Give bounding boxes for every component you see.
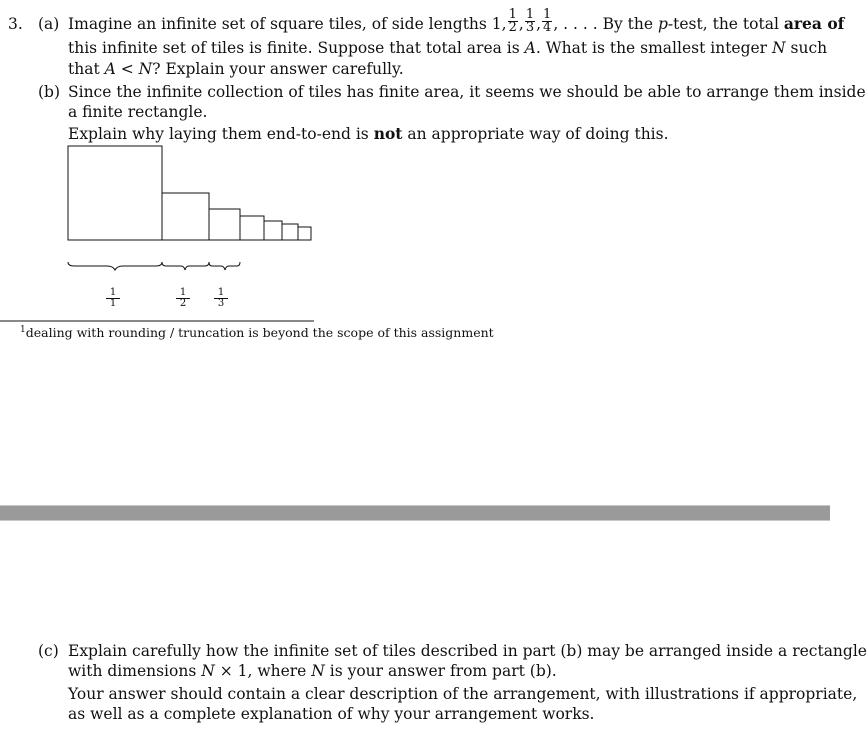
- part-c-label: (c): [38, 642, 59, 660]
- part-a-label: (a): [38, 15, 60, 33]
- footnote-mark: 1: [20, 325, 26, 335]
- brace-label-1: [106, 288, 120, 309]
- tile-5: [264, 221, 282, 240]
- part-a-text2a: By the: [602, 15, 658, 33]
- frac-den: 1: [109, 298, 117, 309]
- frac-num: 1: [214, 288, 228, 299]
- part-b-line2: a finite rectangle.: [68, 103, 208, 121]
- part-a-line2a: this infinite set of tiles is finite. Suppose that total area is: [68, 39, 525, 57]
- part-c-line2b: is your answer from part (b).: [324, 662, 557, 680]
- frac-num: 1: [543, 6, 552, 22]
- frac-num: 1: [106, 288, 120, 299]
- area-of-bold: area of: [783, 14, 845, 33]
- frac-den: 2: [179, 298, 187, 309]
- tile-7: [298, 227, 311, 240]
- frac-num: 1: [525, 6, 535, 22]
- tile-2: [162, 193, 209, 240]
- part-a-line3b: ? Explain your answer carefully.: [152, 60, 404, 78]
- part-a-line2c: such: [785, 39, 828, 57]
- part-a-line3a: that: [68, 60, 105, 78]
- var-N: N: [138, 60, 153, 78]
- part-a-line1: Imagine an infinite set of square tiles, of side lengths 1, $\frac{1}{2}$ , $\frac{1}{3}$ , $\frac{1}{4}$ , . . . . By the p-test, the total area of: [68, 6, 845, 35]
- frac-den: 2: [508, 19, 517, 35]
- frac-num: 1: [508, 6, 517, 22]
- var-A: A: [524, 39, 536, 57]
- brace-label-2: [176, 288, 190, 309]
- problem-number: 3.: [8, 15, 23, 33]
- part-c-line4: as well as a complete explanation of why your arrangement works.: [68, 705, 595, 723]
- brace-3: [209, 262, 240, 270]
- var-N: N: [311, 662, 325, 680]
- brace-2: [162, 262, 209, 270]
- part-c-line2a: with dimensions: [68, 662, 202, 680]
- var-A: A: [104, 60, 116, 78]
- frac-den: 3: [217, 298, 225, 309]
- part-a-text2b: -test, the total: [667, 15, 784, 33]
- part-b-label: (b): [38, 83, 61, 101]
- part-b-line1: Since the infinite collection of tiles has finite area, it seems we should be able to arrange them inside: [68, 83, 866, 101]
- part-c-line1: Explain carefully how the infinite set of tiles described in part (b) may be arranged inside a rectangle: [68, 642, 867, 660]
- var-N: N: [201, 662, 215, 680]
- frac-den: 4: [543, 19, 552, 35]
- part-b-line3a: Explain why laying them end-to-end is: [68, 125, 374, 143]
- part-b-line3b: an appropriate way of doing this.: [402, 125, 669, 143]
- part-c-line3: Your answer should contain a clear description of the arrangement, with illustrations if appropriate,: [68, 685, 858, 703]
- footnote-text: dealing with rounding / truncation is beyond the scope of this assignment: [25, 325, 494, 341]
- tile-6: [282, 224, 298, 240]
- tile-1: [68, 146, 162, 240]
- tile-3: [209, 209, 240, 240]
- brace-label-3: [214, 288, 228, 309]
- not-bold: not: [373, 124, 403, 143]
- frac-num: 1: [176, 288, 190, 299]
- brace-1: [68, 262, 162, 270]
- footnote: [20, 325, 494, 340]
- tile-4: [240, 216, 264, 240]
- ellipsis: , . . . .: [553, 15, 598, 33]
- less-than: <: [115, 60, 139, 78]
- page-break-divider: [0, 505, 830, 521]
- var-N: N: [772, 39, 786, 57]
- part-c-line2: [68, 661, 557, 681]
- tiles-figure: [0, 0, 830, 330]
- part-c-times: × 1, where: [214, 662, 312, 680]
- part-a-text1: Imagine an infinite set of square tiles, of side lengths 1,: [68, 15, 507, 33]
- part-a-line2b: . What is the smallest integer: [535, 39, 773, 57]
- p-var: p: [657, 15, 668, 33]
- frac-den: 3: [525, 19, 535, 35]
